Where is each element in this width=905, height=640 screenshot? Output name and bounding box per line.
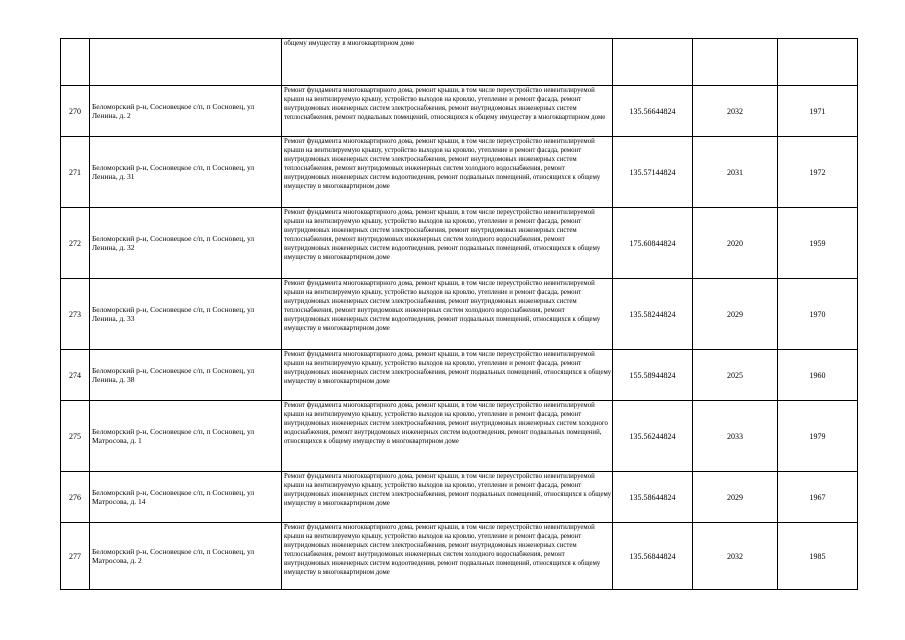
cell-year [693,39,778,86]
cell-year: 2020 [693,208,778,279]
cell-cost: 135.56244824 [613,401,693,472]
cell-year: 2029 [693,279,778,350]
work-text: Ремонт фундамента многоквартирного дома, ремонт крыши, в том числе переустройство невентилируемой крыши на вентилируемую крышу, устройство выходов на кровлю, утепление и ремонт фасада, ремонт внутридомовых инженерных систем электроснабжения, ремонт подвальных помещений, относящихся к общему имуществу в многоквартирном доме [284,351,612,385]
work-text: Ремонт фундамента многоквартирного дома, ремонт крыши, в том числе переустройство невентилируемой крыши на вентилируемую крышу, устройство выходов на кровлю, утепление и ремонт фасада, ремонт внутридомовых инженерных систем электроснабжения, ремонт внутридомовых инженерных систем теплоснабжения, ремонт подвальных помещений, относящихся к общему имуществу в многоквартирном доме [284,87,606,121]
work-text: Ремонт фундамента многоквартирного дома, ремонт крыши, в том числе переустройство невентилируемой крыши на вентилируемую крышу, устройство выходов на кровлю, утепление и ремонт фасада, ремонт внутридомовых инженерных систем электроснабжения, ремонт внутридомовых инженерных систем теплоснабжения, ремонт внутридомовых инженерных систем холодного водоснабжения, ремонт внутридомовых инженерных систем водоотведения, ремонт подвальных помещений, относящихся к общему имуществу в многоквартирном доме [284,209,601,261]
cell-address: Беломорский р-н, Сосновецкое с/п, п Сосновец, ул Ленина, д. 32 [90,208,282,279]
cell-work [282,350,613,401]
table-row [61,401,858,472]
cell-work [282,279,613,350]
cell-cost: 135.58244824 [613,279,693,350]
cell-built: 1979 [778,401,858,472]
cell-address: Беломорский р-н, Сосновецкое с/п, п Сосновец, ул Ленина, д. 2 [90,86,282,137]
cell-num: 275 [61,401,90,472]
cell-year: 2033 [693,401,778,472]
cell-year: 2029 [693,472,778,523]
work-text: общему имуществу в многоквартирном доме [284,40,415,47]
cell-work [282,39,613,86]
table-row [61,137,858,208]
cell-year: 2032 [693,86,778,137]
cell-cost: 135.57144824 [613,137,693,208]
table-row [61,523,858,590]
table-row [61,472,858,523]
cell-year: 2031 [693,137,778,208]
cell-num: 270 [61,86,90,137]
work-text: Ремонт фундамента многоквартирного дома, ремонт крыши, в том числе переустройство невентилируемой крыши на вентилируемую крышу, устройство выходов на кровлю, утепление и ремонт фасада, ремонт внутридомовых инженерных систем электроснабжения, ремонт внутридомовых инженерных систем теплоснабжения, ремонт внутридомовых инженерных систем холодного водоснабжения, ремонт внутридомовых инженерных систем водоотведения, ремонт подвальных помещений, относящихся к общему имуществу в многоквартирном доме [284,524,601,576]
work-text: Ремонт фундамента многоквартирного дома, ремонт крыши, в том числе переустройство невентилируемой крыши на вентилируемую крышу, устройство выходов на кровлю, утепление и ремонт фасада, ремонт внутридомовых инженерных систем электроснабжения, ремонт внутридомовых инженерных систем холодного водоснабжения, ремонт внутридомовых инженерных систем водоотведения, ремонт подвальных помещений, относящихся к общему имуществу в многоквартирном доме [284,402,608,445]
cell-cost: 155.58944824 [613,350,693,401]
table-row [61,350,858,401]
cell-address [90,39,282,86]
table-row [61,208,858,279]
cell-num: 276 [61,472,90,523]
cell-built: 1985 [778,523,858,590]
cell-work [282,208,613,279]
cell-num: 274 [61,350,90,401]
cell-address: Беломорский р-н, Сосновецкое с/п, п Сосновец, ул Ленина, д. 33 [90,279,282,350]
cell-cost [613,39,693,86]
cell-address: Беломорский р-н, Сосновецкое с/п, п Сосновец, ул Ленина, д. 38 [90,350,282,401]
work-text: Ремонт фундамента многоквартирного дома, ремонт крыши, в том числе переустройство невентилируемой крыши на вентилируемую крышу, устройство выходов на кровлю, утепление и ремонт фасада, ремонт внутридомовых инженерных систем электроснабжения, ремонт внутридомовых инженерных систем теплоснабжения, ремонт внутридомовых инженерных систем холодного водоснабжения, ремонт внутридомовых инженерных систем водоотведения, ремонт подвальных помещений, относящихся к общему имуществу в многоквартирном доме [284,138,601,190]
work-text: Ремонт фундамента многоквартирного дома, ремонт крыши, в том числе переустройство невентилируемой крыши на вентилируемую крышу, устройство выходов на кровлю, утепление и ремонт фасада, ремонт внутридомовых инженерных систем электроснабжения, ремонт подвальных помещений, относящихся к общему имуществу в многоквартирном доме [284,473,612,507]
cell-built: 1970 [778,279,858,350]
cell-address: Беломорский р-н, Сосновецкое с/п, п Сосновец, ул Ленина, д. 31 [90,137,282,208]
cell-built [778,39,858,86]
cell-address: Беломорский р-н, Сосновецкое с/п, п Сосновец, ул Матросова, д. 14 [90,472,282,523]
cell-num [61,39,90,86]
cell-built: 1967 [778,472,858,523]
cell-year: 2032 [693,523,778,590]
table-row-continuation [61,39,858,86]
cell-built: 1959 [778,208,858,279]
cell-cost: 175.60844824 [613,208,693,279]
cell-work [282,137,613,208]
cell-year: 2025 [693,350,778,401]
cell-built: 1960 [778,350,858,401]
cell-work [282,472,613,523]
cell-work [282,401,613,472]
table-row [61,279,858,350]
cell-cost: 135.58644824 [613,472,693,523]
cell-address: Беломорский р-н, Сосновецкое с/п, п Сосновец, ул Матросова, д. 2 [90,523,282,590]
cell-num: 277 [61,523,90,590]
cell-work [282,523,613,590]
capital-repair-table [60,38,858,590]
cell-num: 273 [61,279,90,350]
cell-built: 1971 [778,86,858,137]
cell-cost: 135.56844824 [613,523,693,590]
cell-address: Беломорский р-н, Сосновецкое с/п, п Сосновец, ул Матросова, д. 1 [90,401,282,472]
cell-cost: 135.56644824 [613,86,693,137]
cell-num: 271 [61,137,90,208]
cell-num: 272 [61,208,90,279]
work-text: Ремонт фундамента многоквартирного дома, ремонт крыши, в том числе переустройство невентилируемой крыши на вентилируемую крышу, устройство выходов на кровлю, утепление и ремонт фасада, ремонт внутридомовых инженерных систем электроснабжения, ремонт внутридомовых инженерных систем теплоснабжения, ремонт внутридомовых инженерных систем холодного водоснабжения, ремонт внутридомовых инженерных систем водоотведения, ремонт подвальных помещений, относящихся к общему имуществу в многоквартирном доме [284,280,601,332]
cell-work [282,86,613,137]
cell-built: 1972 [778,137,858,208]
table-row [61,86,858,137]
